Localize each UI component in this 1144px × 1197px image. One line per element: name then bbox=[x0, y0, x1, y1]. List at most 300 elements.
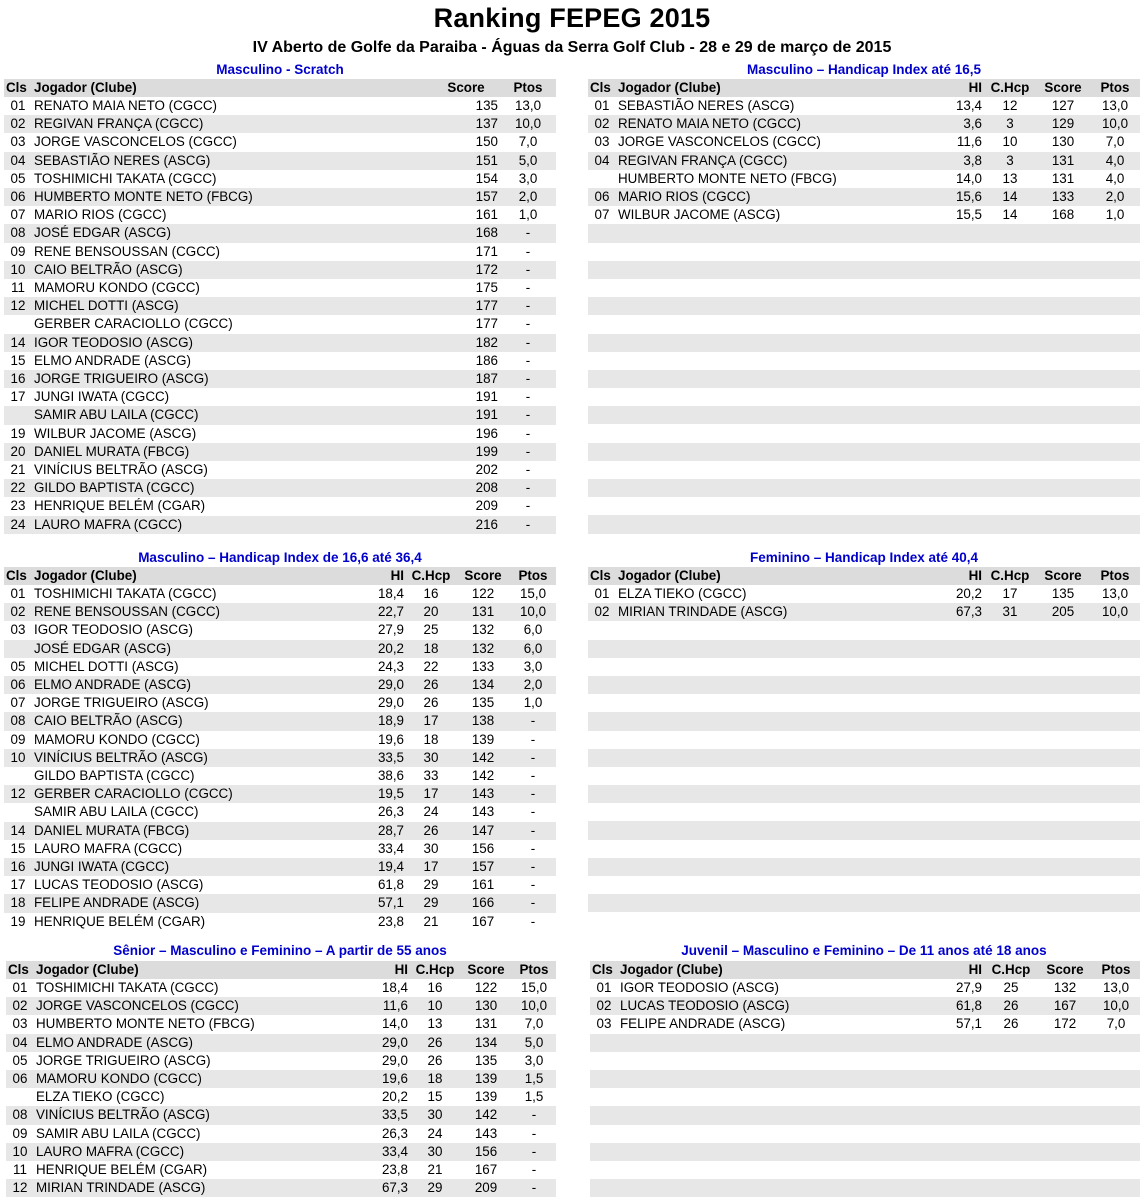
empty-cell bbox=[618, 1070, 934, 1088]
row-cls: 18 bbox=[4, 894, 32, 912]
row-score: 135 bbox=[474, 1052, 498, 1068]
table-row-empty bbox=[588, 876, 1140, 894]
row-chcp: 26 bbox=[406, 822, 456, 840]
empty-cell bbox=[1090, 315, 1140, 333]
empty-cell bbox=[616, 352, 934, 370]
row-cls: 19 bbox=[10, 913, 26, 929]
row-ptos: - bbox=[500, 334, 556, 352]
empty-cell bbox=[934, 406, 984, 424]
table-row-empty bbox=[588, 731, 1140, 749]
row-cls: 03 bbox=[594, 134, 610, 150]
row-player: JORGE VASCONCELOS (CGCC) bbox=[34, 997, 356, 1015]
row-score: 147 bbox=[456, 822, 510, 840]
empty-cell bbox=[1036, 621, 1090, 639]
empty-cell bbox=[616, 731, 934, 749]
row-ptos: 5,0 bbox=[512, 1034, 556, 1052]
empty-cell bbox=[588, 840, 616, 858]
row-hi: 33,5 bbox=[350, 749, 406, 767]
table-row bbox=[4, 516, 556, 534]
row-score: 129 bbox=[1036, 115, 1090, 133]
row-ptos: - bbox=[530, 913, 536, 929]
row-cls: 07 bbox=[594, 207, 610, 223]
row-ptos: - bbox=[525, 352, 531, 368]
table-row bbox=[4, 443, 556, 461]
row-chcp: 14 bbox=[1002, 207, 1018, 223]
table-row-empty bbox=[590, 1106, 1140, 1124]
row-hi: 29,0 bbox=[350, 676, 406, 694]
row-score: 130 bbox=[460, 997, 512, 1015]
row-chcp: 3 bbox=[984, 115, 1036, 133]
empty-cell bbox=[984, 731, 1036, 749]
row-chcp: 26 bbox=[1003, 1016, 1019, 1032]
empty-cell bbox=[1090, 731, 1140, 749]
row-chcp: 31 bbox=[984, 603, 1036, 621]
row-hi: 33,4 bbox=[377, 840, 404, 856]
row-cls: 07 bbox=[10, 207, 26, 223]
row-player: JORGE VASCONCELOS (CGCC) bbox=[618, 134, 821, 150]
empty-cell bbox=[934, 515, 984, 533]
empty-cell bbox=[934, 1052, 984, 1070]
empty-cell bbox=[1036, 497, 1090, 515]
row-player: DANIEL MURATA (FBCG) bbox=[32, 822, 350, 840]
header-player: Jogador (Clube) bbox=[616, 79, 934, 97]
empty-cell bbox=[934, 676, 984, 694]
empty-cell bbox=[1090, 297, 1140, 315]
section-title-hcp165: Masculino – Handicap Index até 16,5 bbox=[746, 62, 982, 77]
empty-cell bbox=[984, 1161, 1038, 1179]
empty-cell bbox=[1036, 912, 1090, 930]
empty-cell bbox=[618, 1179, 934, 1197]
row-score: 208 bbox=[432, 479, 500, 497]
empty-cell bbox=[616, 443, 934, 461]
empty-cell bbox=[1036, 443, 1090, 461]
table-row-empty bbox=[588, 497, 1140, 515]
row-chcp: 22 bbox=[423, 658, 439, 674]
empty-cell bbox=[1036, 840, 1090, 858]
row-hi: 26,3 bbox=[381, 1125, 408, 1141]
row-cls: 02 bbox=[4, 603, 32, 621]
empty-cell bbox=[616, 821, 934, 839]
row-player: HENRIQUE BELÉM (CGAR) bbox=[36, 1162, 208, 1178]
table-row bbox=[4, 279, 556, 297]
table-row bbox=[6, 1143, 556, 1161]
table-row-empty bbox=[590, 1161, 1140, 1179]
header-chcp: C.Hcp bbox=[410, 961, 460, 979]
empty-cell bbox=[588, 479, 616, 497]
row-player: MAMORU KONDO (CGCC) bbox=[34, 280, 200, 296]
row-chcp: 18 bbox=[410, 1070, 460, 1088]
row-ptos: - bbox=[512, 1106, 556, 1124]
empty-cell bbox=[984, 767, 1036, 785]
empty-cell bbox=[1036, 406, 1090, 424]
table-row bbox=[6, 1015, 556, 1033]
row-player: HUMBERTO MONTE NETO (FBCG) bbox=[32, 188, 432, 206]
row-ptos: - bbox=[525, 316, 531, 332]
empty-cell bbox=[1038, 1143, 1092, 1161]
empty-cell bbox=[934, 424, 984, 442]
table-row bbox=[4, 712, 556, 730]
row-ptos: - bbox=[530, 731, 536, 747]
empty-cell bbox=[1090, 840, 1140, 858]
row-hi: 27,9 bbox=[377, 622, 404, 638]
empty-cell bbox=[588, 261, 616, 279]
section-title-juvenil: Juvenil – Masculino e Feminino – De 11 anos até 18 anos bbox=[681, 943, 1047, 958]
empty-cell bbox=[588, 315, 616, 333]
row-chcp: 26 bbox=[427, 1052, 443, 1068]
row-player: VINÍCIUS BELTRÃO (ASCG) bbox=[34, 1106, 356, 1124]
row-score: 177 bbox=[432, 297, 500, 315]
empty-cell bbox=[1092, 1034, 1140, 1052]
row-ptos: - bbox=[525, 280, 531, 296]
row-chcp: 29 bbox=[423, 877, 439, 893]
row-player: SAMIR ABU LAILA (CGCC) bbox=[36, 1125, 201, 1141]
empty-cell bbox=[934, 731, 984, 749]
row-ptos: - bbox=[510, 712, 556, 730]
empty-cell bbox=[984, 749, 1036, 767]
row-cls: 07 bbox=[10, 695, 26, 711]
row-chcp: 16 bbox=[423, 586, 439, 601]
row-ptos: 10,0 bbox=[512, 997, 556, 1015]
row-cls: 14 bbox=[4, 822, 32, 840]
empty-cell bbox=[1038, 1106, 1092, 1124]
table-row-empty bbox=[588, 388, 1140, 406]
row-score: 168 bbox=[432, 224, 500, 242]
row-ptos: 10,0 bbox=[500, 115, 556, 133]
empty-cell bbox=[588, 370, 616, 388]
row-chcp: 17 bbox=[406, 858, 456, 876]
row-cls: 19 bbox=[10, 425, 26, 441]
row-player: JUNGI IWATA (CGCC) bbox=[32, 858, 350, 876]
row-player: IGOR TEODOSIO (ASCG) bbox=[620, 980, 779, 995]
section-title-feminino: Feminino – Handicap Index até 40,4 bbox=[749, 550, 979, 565]
empty-cell bbox=[1090, 515, 1140, 533]
empty-cell bbox=[934, 297, 984, 315]
table-row bbox=[4, 315, 556, 333]
row-ptos: - bbox=[525, 243, 531, 259]
row-cls: 01 bbox=[12, 980, 28, 995]
empty-cell bbox=[1036, 243, 1090, 261]
row-hi: 19,4 bbox=[350, 858, 406, 876]
row-score: 139 bbox=[460, 1070, 512, 1088]
empty-cell bbox=[1092, 1106, 1140, 1124]
row-player: LAURO MAFRA (CGCC) bbox=[32, 516, 432, 534]
empty-cell bbox=[1036, 803, 1090, 821]
row-chcp: 25 bbox=[423, 622, 439, 638]
empty-cell bbox=[1036, 224, 1090, 242]
row-ptos: - bbox=[510, 822, 556, 840]
empty-cell bbox=[590, 1070, 618, 1088]
empty-cell bbox=[616, 785, 934, 803]
row-cls: 06 bbox=[4, 188, 32, 206]
empty-cell bbox=[984, 1052, 1038, 1070]
table-row-empty bbox=[588, 370, 1140, 388]
empty-cell bbox=[616, 461, 934, 479]
row-player: TOSHIMICHI TAKATA (CGCC) bbox=[34, 586, 217, 601]
row-score: 167 bbox=[1038, 997, 1092, 1015]
empty-cell bbox=[1038, 1034, 1092, 1052]
table-row bbox=[6, 1161, 556, 1179]
empty-cell bbox=[1090, 694, 1140, 712]
empty-cell bbox=[1090, 749, 1140, 767]
empty-cell bbox=[984, 479, 1036, 497]
empty-cell bbox=[1090, 803, 1140, 821]
empty-cell bbox=[1090, 497, 1140, 515]
table-row bbox=[4, 224, 556, 242]
row-score: 161 bbox=[475, 207, 498, 223]
table-row bbox=[588, 206, 1140, 224]
empty-cell bbox=[934, 334, 984, 352]
table-row bbox=[4, 803, 556, 821]
empty-cell bbox=[588, 297, 616, 315]
row-score: 133 bbox=[471, 658, 495, 674]
table-row bbox=[4, 731, 556, 749]
empty-cell bbox=[1036, 388, 1090, 406]
empty-cell bbox=[934, 767, 984, 785]
header-hi: HI bbox=[350, 567, 406, 585]
empty-cell bbox=[616, 749, 934, 767]
row-player: HENRIQUE BELÉM (CGAR) bbox=[34, 913, 206, 929]
empty-cell bbox=[588, 388, 616, 406]
row-hi: 61,8 bbox=[934, 997, 984, 1015]
row-hi: 33,5 bbox=[356, 1106, 410, 1124]
row-player: SEBASTIÃO NERES (ASCG) bbox=[618, 98, 795, 113]
table-row bbox=[4, 785, 556, 803]
row-cls bbox=[4, 640, 32, 658]
empty-cell bbox=[590, 1034, 618, 1052]
row-hi: 13,4 bbox=[955, 98, 982, 113]
row-score: 168 bbox=[1051, 207, 1075, 223]
row-cls: 01 bbox=[10, 98, 26, 113]
row-cls: 12 bbox=[4, 297, 32, 315]
row-score: 142 bbox=[456, 749, 510, 767]
header-hi: HI bbox=[934, 567, 984, 585]
empty-cell bbox=[1036, 785, 1090, 803]
empty-cell bbox=[616, 424, 934, 442]
row-chcp: 16 bbox=[427, 980, 443, 995]
empty-cell bbox=[984, 334, 1036, 352]
empty-cell bbox=[616, 658, 934, 676]
empty-cell bbox=[934, 279, 984, 297]
row-score: 171 bbox=[475, 243, 498, 259]
scratch-table bbox=[4, 79, 556, 534]
row-score: 154 bbox=[475, 170, 498, 186]
table-row bbox=[4, 297, 556, 315]
row-player: RENATO MAIA NETO (CGCC) bbox=[616, 115, 934, 133]
empty-cell bbox=[1092, 1088, 1140, 1106]
table-header-row bbox=[588, 79, 1140, 97]
table-row-empty bbox=[588, 676, 1140, 694]
empty-cell bbox=[588, 912, 616, 930]
row-score: 135 bbox=[475, 98, 498, 113]
empty-cell bbox=[984, 406, 1036, 424]
empty-cell bbox=[1090, 858, 1140, 876]
feminino-table bbox=[588, 567, 1140, 931]
table-header-row bbox=[4, 79, 556, 97]
hcp165-table bbox=[588, 79, 1140, 534]
header-score: Score bbox=[460, 961, 512, 979]
table-row bbox=[588, 188, 1140, 206]
empty-cell bbox=[618, 1088, 934, 1106]
empty-cell bbox=[984, 1088, 1038, 1106]
row-ptos: 2,0 bbox=[1090, 188, 1140, 206]
empty-cell bbox=[1090, 370, 1140, 388]
row-player: GILDO BAPTISTA (CGCC) bbox=[34, 768, 195, 784]
header-player: Jogador (Clube) bbox=[32, 567, 350, 585]
row-hi: 57,1 bbox=[955, 1016, 982, 1032]
empty-cell bbox=[616, 243, 934, 261]
row-ptos: 10,0 bbox=[1092, 997, 1140, 1015]
empty-cell bbox=[934, 1070, 984, 1088]
row-ptos: - bbox=[500, 370, 556, 388]
empty-cell bbox=[1090, 712, 1140, 730]
table-row-empty bbox=[588, 803, 1140, 821]
empty-cell bbox=[1090, 352, 1140, 370]
table-row bbox=[4, 425, 556, 443]
table-row-empty bbox=[590, 1088, 1140, 1106]
row-cls: 11 bbox=[13, 1162, 27, 1178]
row-player: MAMORU KONDO (CGCC) bbox=[34, 731, 200, 747]
row-score: 175 bbox=[475, 280, 498, 296]
empty-cell bbox=[1092, 1143, 1140, 1161]
empty-cell bbox=[616, 694, 934, 712]
empty-cell bbox=[1036, 694, 1090, 712]
empty-cell bbox=[934, 261, 984, 279]
empty-cell bbox=[984, 1125, 1038, 1143]
section-title-senior: Sênior – Masculino e Feminino – A partir de 55 anos bbox=[113, 943, 447, 958]
row-score: 143 bbox=[456, 785, 510, 803]
header-score: Score bbox=[432, 79, 500, 97]
row-player: LUCAS TEODOSIO (ASCG) bbox=[34, 877, 204, 893]
row-player: REGIVAN FRANÇA (CGCC) bbox=[616, 152, 934, 170]
empty-cell bbox=[1036, 370, 1090, 388]
row-cls: 10 bbox=[4, 261, 32, 279]
empty-cell bbox=[1092, 1161, 1140, 1179]
juvenil-table bbox=[590, 961, 1140, 1197]
row-score: 143 bbox=[471, 804, 495, 820]
table-row-empty bbox=[588, 767, 1140, 785]
empty-cell bbox=[984, 858, 1036, 876]
row-score: 151 bbox=[432, 152, 500, 170]
empty-cell bbox=[616, 621, 934, 639]
empty-cell bbox=[934, 497, 984, 515]
empty-cell bbox=[984, 515, 1036, 533]
header-player: Jogador (Clube) bbox=[34, 961, 356, 979]
row-chcp: 33 bbox=[423, 768, 439, 784]
table-row-empty bbox=[588, 785, 1140, 803]
empty-cell bbox=[984, 640, 1036, 658]
empty-cell bbox=[984, 712, 1036, 730]
row-ptos: 2,0 bbox=[510, 676, 556, 694]
table-row-empty bbox=[588, 315, 1140, 333]
empty-cell bbox=[616, 840, 934, 858]
empty-cell bbox=[1090, 876, 1140, 894]
row-player: RENE BENSOUSSAN (CGCC) bbox=[32, 603, 350, 621]
table-row-empty bbox=[588, 621, 1140, 639]
table-row bbox=[4, 749, 556, 767]
empty-cell bbox=[1036, 515, 1090, 533]
header-ptos: Ptos bbox=[500, 79, 556, 97]
row-player: JORGE VASCONCELOS (CGCC) bbox=[34, 134, 237, 150]
row-ptos: 1,0 bbox=[523, 695, 543, 711]
empty-cell bbox=[984, 370, 1036, 388]
row-score: 216 bbox=[432, 516, 500, 534]
row-score: 122 bbox=[471, 586, 495, 601]
table-row bbox=[4, 97, 556, 115]
header-cls: Cls bbox=[6, 961, 34, 979]
empty-cell bbox=[616, 640, 934, 658]
row-cls: 14 bbox=[4, 334, 32, 352]
empty-cell bbox=[1092, 1052, 1140, 1070]
row-hi: 57,1 bbox=[350, 894, 406, 912]
empty-cell bbox=[1038, 1125, 1092, 1143]
row-score: 157 bbox=[432, 188, 500, 206]
row-player: HUMBERTO MONTE NETO (FBCG) bbox=[618, 170, 837, 186]
empty-cell bbox=[616, 676, 934, 694]
header-chcp: C.Hcp bbox=[984, 79, 1036, 97]
empty-cell bbox=[984, 388, 1036, 406]
row-player: HUMBERTO MONTE NETO (FBCG) bbox=[36, 1016, 255, 1032]
table-row-empty bbox=[588, 749, 1140, 767]
empty-cell bbox=[984, 424, 1036, 442]
empty-cell bbox=[1038, 1088, 1092, 1106]
row-cls: 24 bbox=[4, 516, 32, 534]
table-row-empty bbox=[588, 840, 1140, 858]
table-row-empty bbox=[588, 334, 1140, 352]
row-player: MIRIAN TRINDADE (ASCG) bbox=[34, 1179, 356, 1197]
table-row bbox=[590, 1015, 1140, 1033]
table-row bbox=[4, 676, 556, 694]
row-score: 186 bbox=[475, 352, 498, 368]
row-player: DANIEL MURATA (FBCG) bbox=[32, 443, 432, 461]
row-ptos: 10,0 bbox=[510, 603, 556, 621]
row-cls bbox=[4, 315, 32, 333]
row-chcp: 30 bbox=[410, 1143, 460, 1161]
header-hi: HI bbox=[934, 79, 984, 97]
table-row bbox=[4, 694, 556, 712]
empty-cell bbox=[616, 712, 934, 730]
empty-cell bbox=[1036, 767, 1090, 785]
row-chcp: 13 bbox=[427, 1016, 443, 1032]
row-player: FELIPE ANDRADE (ASCG) bbox=[32, 894, 350, 912]
table-row bbox=[4, 876, 556, 894]
table-row bbox=[4, 621, 556, 639]
row-score: 131 bbox=[456, 603, 510, 621]
row-cls: 17 bbox=[10, 877, 26, 893]
row-score: 133 bbox=[1036, 188, 1090, 206]
row-player: MICHEL DOTTI (ASCG) bbox=[32, 297, 432, 315]
row-ptos: - bbox=[500, 297, 556, 315]
empty-cell bbox=[984, 297, 1036, 315]
empty-cell bbox=[984, 497, 1036, 515]
table-row-empty bbox=[588, 479, 1140, 497]
row-cls: 01 bbox=[10, 586, 26, 601]
row-chcp: 30 bbox=[423, 840, 439, 856]
row-player: JORGE TRIGUEIRO (ASCG) bbox=[32, 370, 432, 388]
row-player: SAMIR ABU LAILA (CGCC) bbox=[34, 804, 199, 820]
table-row-empty bbox=[590, 1034, 1140, 1052]
table-row-empty bbox=[588, 443, 1140, 461]
empty-cell bbox=[984, 1070, 1038, 1088]
empty-cell bbox=[984, 912, 1036, 930]
row-player: WILBUR JACOME (ASCG) bbox=[618, 207, 781, 223]
row-ptos: - bbox=[530, 840, 536, 856]
row-player: HENRIQUE BELÉM (CGAR) bbox=[34, 498, 206, 514]
row-cls: 04 bbox=[588, 152, 616, 170]
header-ptos: Ptos bbox=[1090, 79, 1140, 97]
empty-cell bbox=[588, 803, 616, 821]
empty-cell bbox=[618, 1052, 934, 1070]
empty-cell bbox=[588, 621, 616, 639]
